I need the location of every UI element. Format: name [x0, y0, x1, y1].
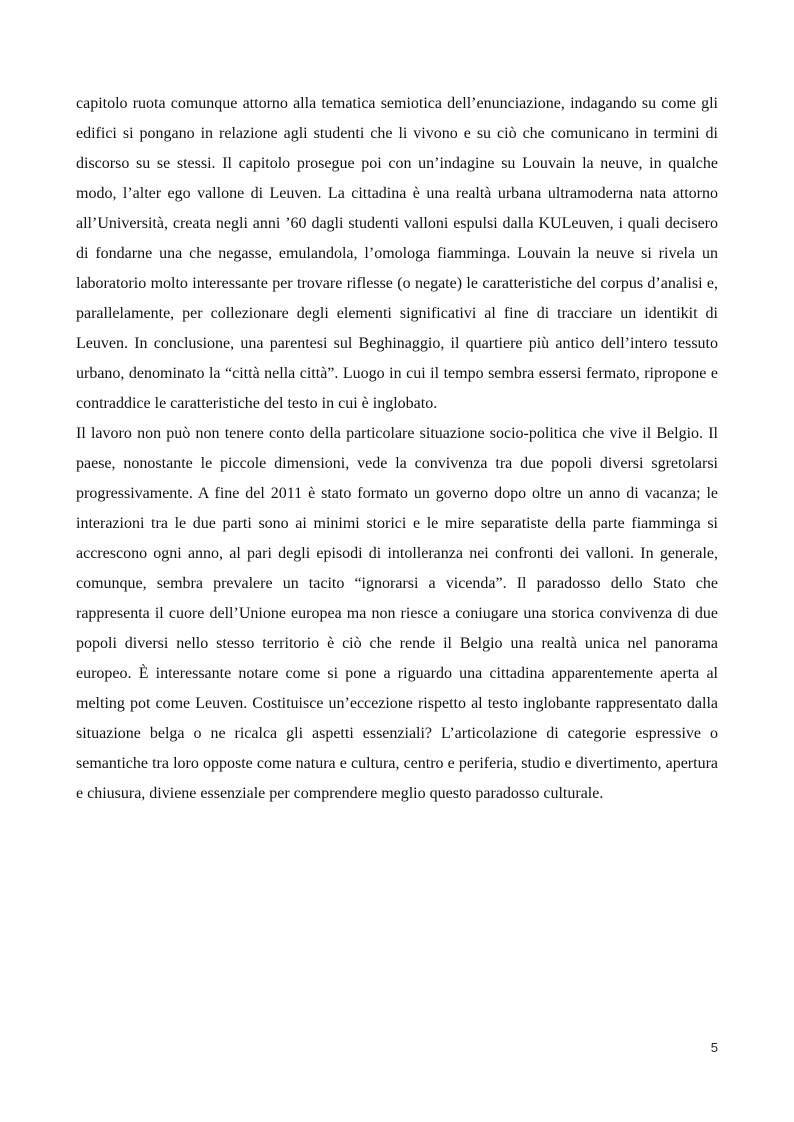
paragraph-1: capitolo ruota comunque attorno alla tematica semiotica dell’enunciazione, indagando su come gli edifici si pongano in relazione agli studenti che li vivono e su ciò che comunicano in termini di discorso su se stessi. Il capitolo prosegue poi con un’indagine su Louvain la neuve, in qualche modo, l’alter ego vallone di Leuven. La cittadina è una realtà urbana ultramoderna nata attorno all’Università, creata negli anni ’60 dagli studenti valloni espulsi dalla KULeuven, i quali decisero di fondarne una che negasse, emulandola, l’omologa fiamminga. Louvain la neuve si rivela un laboratorio molto interessante per trovare riflesse (o negate) le caratteristiche del corpus d’analisi e, parallelamente, per collezionare degli elementi significativi al fine di tracciare un identikit di Leuven. In conclusione, una parentesi sul Beghinaggio, il quartiere più antico dell’intero tessuto urbano, denominato la “città nella città”. Luogo in cui il tempo sembra essersi fermato, ripropone e contraddice le caratteristiche del testo in cui è inglobato. [76, 95, 718, 412]
body-text [76, 89, 718, 809]
paragraph-2: Il lavoro non può non tenere conto della particolare situazione socio-politica che vive il Belgio. Il paese, nonostante le piccole dimensioni, vede la convivenza tra due popoli diversi sgretolarsi progressivamente. A fine del 2011 è stato formato un governo dopo oltre un anno di vacanza; le interazioni tra le due parti sono ai minimi storici e le mire separatiste della parte fiamminga si accrescono ogni anno, al pari degli episodi di intolleranza nei confronti dei valloni. In generale, comunque, sembra prevalere un tacito “ignorarsi a vicenda”. Il paradosso dello Stato che rappresenta il cuore dell’Unione europea ma non riesce a coniugare una storica convivenza di due popoli diversi nello stesso territorio è ciò che rende il Belgio una realtà unica nel panorama europeo. È interessante notare come si pone a riguardo una cittadina apparentemente aperta al melting pot come Leuven. Costituisce un’eccezione rispetto al testo inglobante rappresentato dalla situazione belga o ne ricalca gli aspetti essenziali? L’articolazione di categorie espressive o semantiche tra loro opposte come natura e cultura, centro e periferia, studio e divertimento, apertura e chiusura, diviene essenziale per comprendere meglio questo paradosso culturale. [76, 425, 718, 802]
page-number: 5 [710, 1040, 718, 1055]
